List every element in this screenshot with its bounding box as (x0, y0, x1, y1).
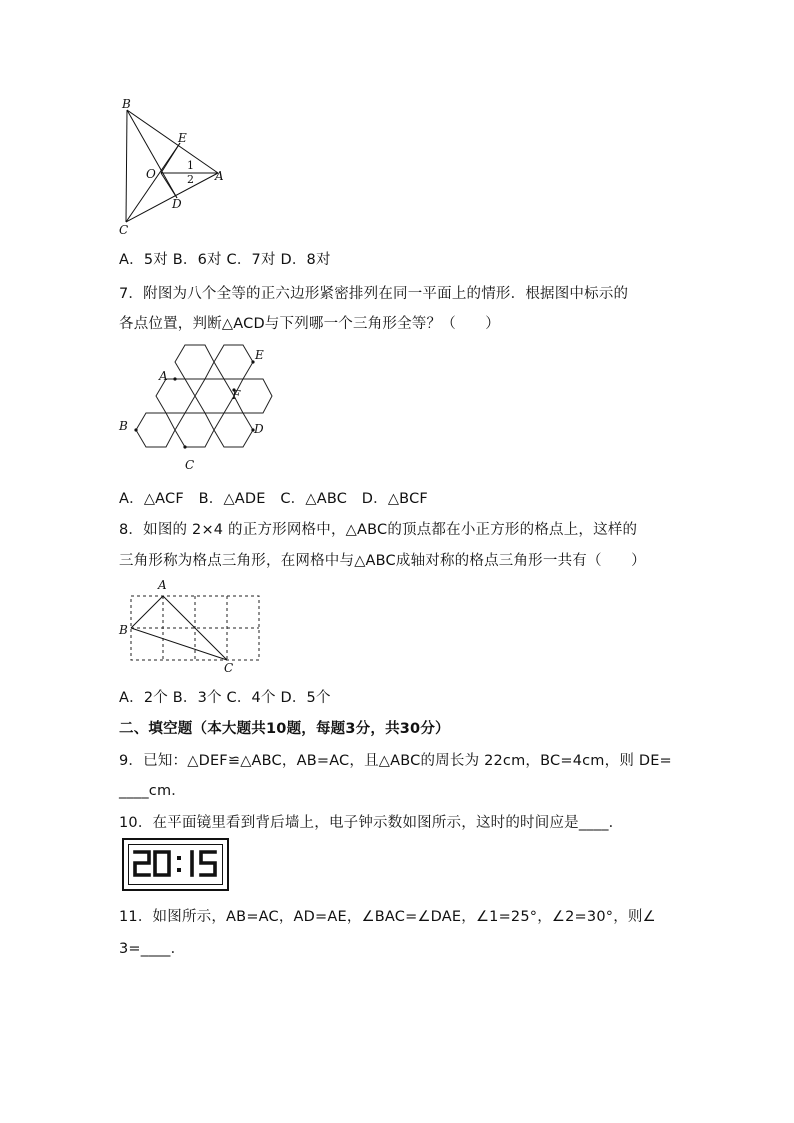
section-2-heading: 二、填空题（本大题共10题，每题3分，共30分） (119, 721, 450, 737)
q10-text-line1: 10．在平面镜里看到背后墙上，电子钟示数如图所示，这时的时间应是____． (119, 815, 624, 831)
angle-2-label: 2 (187, 173, 194, 186)
grid-label-C: C (224, 661, 234, 675)
hex-label-C: C (185, 458, 195, 472)
hexagon-figure-q7 (114, 340, 274, 472)
hex-label-F: F (232, 388, 241, 402)
grid-label-B: B (119, 623, 128, 637)
grid-label-A: A (158, 578, 167, 592)
triangle-figure-q6 (114, 96, 226, 238)
q9-text-line2: ____cm． (119, 783, 186, 799)
q7-options: A．△ACF B．△ADE C．△ABC D．△BCF (119, 491, 428, 507)
hex-label-D: D (254, 422, 264, 436)
hex-label-B: B (119, 419, 128, 433)
clock-digits (129, 845, 225, 883)
q8-text-line2: 三角形称为格点三角形，在网格中与△ABC成轴对称的格点三角形一共有（ ） (119, 553, 646, 569)
label-D: D (172, 197, 182, 211)
q11-text-line2: 3=____． (119, 941, 186, 957)
q7-text-line2: 各点位置，判断△ACD与下列哪一个三角形全等？（ ） (119, 316, 501, 332)
q8-text-line1: 8．如图的 2×4 的正方形网格中，△ABC的顶点都在小正方形的格点上，这样的 (119, 522, 638, 538)
q9-text-line1: 9．已知：△DEF≌△ABC，AB=AC，且△ABC的周长为 22cm，BC=4cm，则 DE= (119, 753, 672, 769)
label-C: C (119, 223, 129, 237)
label-E: E (178, 131, 187, 145)
hex-label-A: A (159, 369, 168, 383)
q11-text-line1: 11．如图所示，AB=AC，AD=AE，∠BAC=∠DAE，∠1=25°，∠2=30°，则∠ (119, 909, 656, 925)
q8-options: A．2个 B．3个 C．4个 D．5个 (119, 690, 331, 706)
q6-options: A．5对 B．6对 C．7对 D．8对 (119, 252, 331, 268)
q7-text-line1: 7．附图为八个全等的正六边形紧密排列在同一平面上的情形．根据图中标示的 (119, 286, 629, 302)
digital-clock (122, 838, 229, 891)
label-O: O (146, 167, 156, 181)
angle-1-label: 1 (187, 159, 194, 172)
grid-figure-q8 (114, 575, 266, 675)
hex-label-E: E (255, 348, 264, 362)
label-B: B (122, 97, 131, 111)
label-A: A (215, 169, 224, 183)
